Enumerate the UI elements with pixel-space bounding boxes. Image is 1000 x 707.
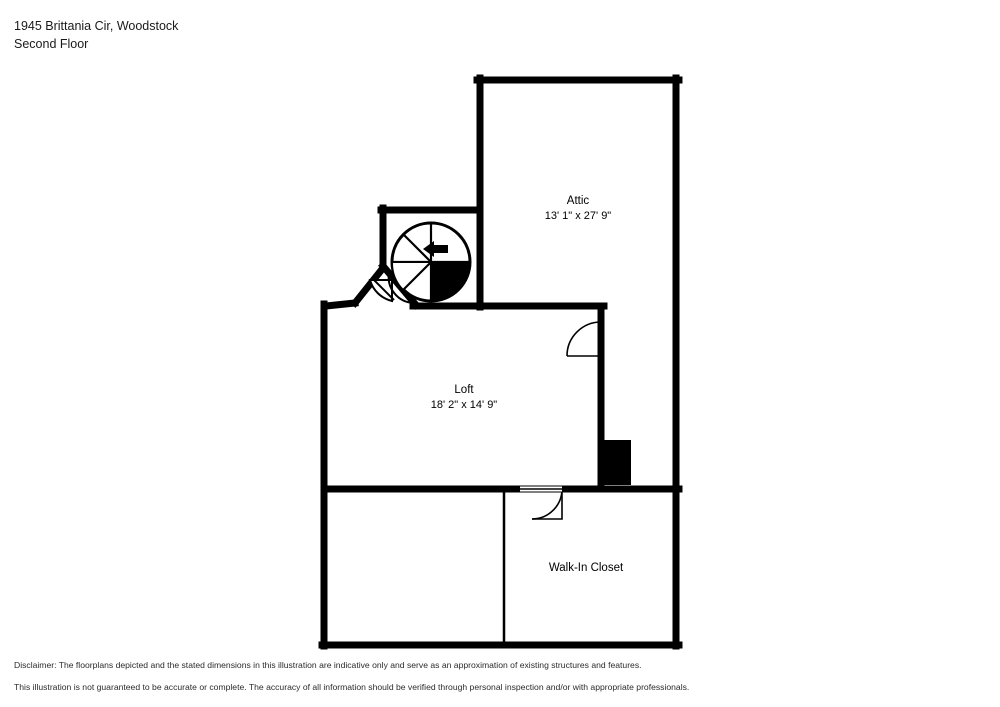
floor-name: Second Floor — [14, 37, 89, 52]
disclaimer-line-1: Disclaimer: The floorplans depicted and the stated dimensions in this illustration are indicative only and serve as an approximation of existing structures and features. — [14, 660, 642, 670]
room-name-walk-in-closet: Walk-In Closet — [548, 562, 624, 574]
disclaimer — [14, 660, 934, 703]
property-address: 1945 Brittania Cir, Woodstock — [14, 19, 179, 33]
room-dimensions-loft: 18' 2" x 14' 9" — [430, 398, 498, 411]
room-name-loft: Loft — [454, 384, 474, 396]
room-dimensions-attic: 13' 1" x 27' 9" — [544, 209, 612, 222]
room-name-attic: Attic — [566, 195, 590, 207]
room-label-walk-in-closet — [549, 561, 623, 576]
room-fills — [324, 78, 676, 646]
chase-fixture-block — [601, 440, 631, 485]
disclaimer-line-2: This illustration is not guaranteed to be accurate or complete. The accuracy of all information should be verified through personal inspection and/or with appropriate professionals. — [14, 681, 690, 692]
room-label-loft — [431, 383, 497, 412]
room-label-attic — [545, 194, 611, 223]
